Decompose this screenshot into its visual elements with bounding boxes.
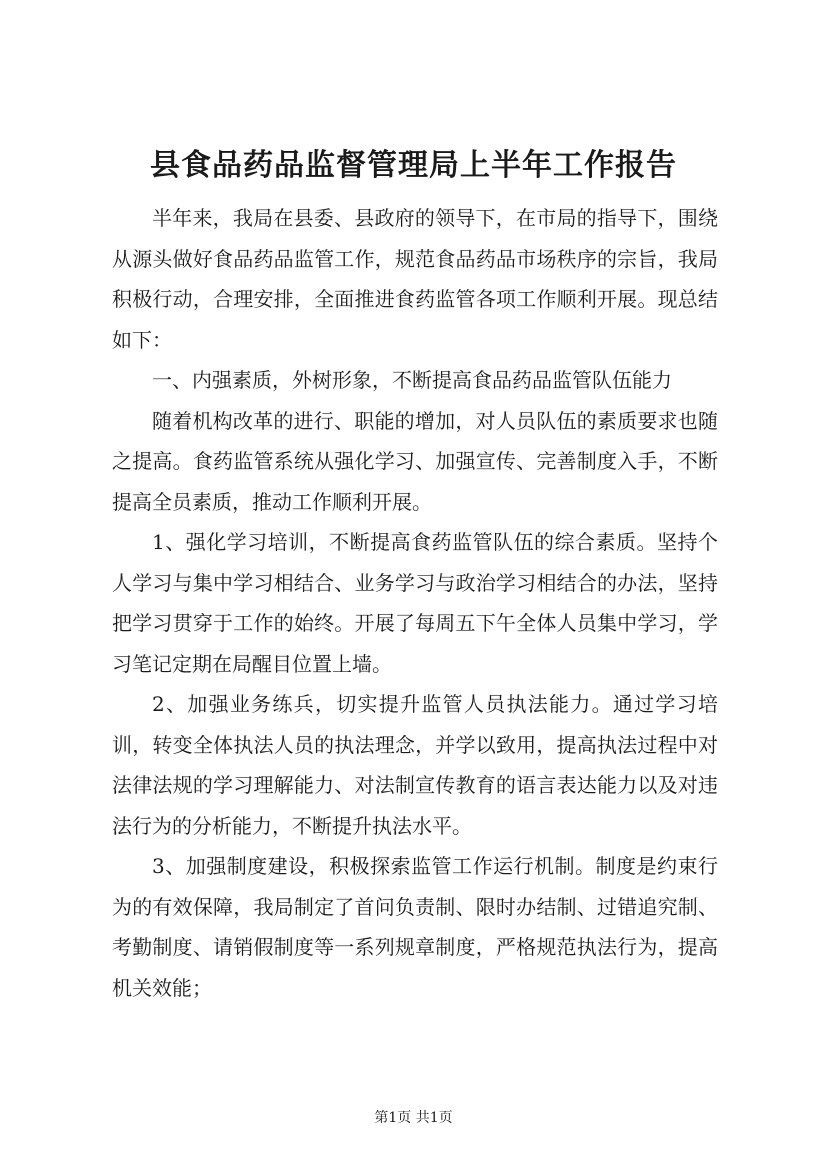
paragraph-item-2: 2、加强业务练兵，切实提升监管人员执法能力。通过学习培训，转变全体执法人员的执法理念，并学以致用，提高执法过程中对法律法规的学习理解能力、对法制宣传教育的语言表达能力以及对违法行为的分析能力，不断提升执法水平。 — [112, 692, 718, 838]
paragraph-item-1: 1、强化学习培训，不断提高食药监管队伍的综合素质。坚持个人学习与集中学习相结合、业务学习与政治学习相结合的办法，坚持把学习贯穿于工作的始终。开展了每周五下午全体人员集中学习，学习笔记定期在局醒目位置上墙。 — [112, 530, 718, 676]
paragraph-item-3: 3、加强制度建设，积极探索监管工作运行机制。制度是约束行为的有效保障，我局制定了首问负责制、限时办结制、过错追究制、考勤制度、请销假制度等一系列规章制度，严格规范执法行为，提高机关效能； — [112, 854, 718, 1000]
page-footer: 第1页 共1页 — [374, 1110, 453, 1126]
paragraph-intro: 半年来，我局在县委、县政府的领导下，在市局的指导下，围绕从源头做好食品药品监管工作，规范食品药品市场秩序的宗旨，我局积极行动，合理安排，全面推进食药监管各项工作顺利开展。现总结如下： — [112, 206, 718, 352]
document-title: 县食品药品监督管理局上半年工作报告 — [150, 148, 677, 183]
section-heading-1: 一、内强素质，外树形象，不断提高食品药品监管队伍能力 — [152, 368, 672, 392]
document-body — [112, 198, 718, 1008]
paragraph-section-1: 随着机构改革的进行、职能的增加，对人员队伍的素质要求也随之提高。食药监管系统从强化学习、加强宣传、完善制度入手，不断提高全员素质，推动工作顺利开展。 — [112, 408, 718, 514]
